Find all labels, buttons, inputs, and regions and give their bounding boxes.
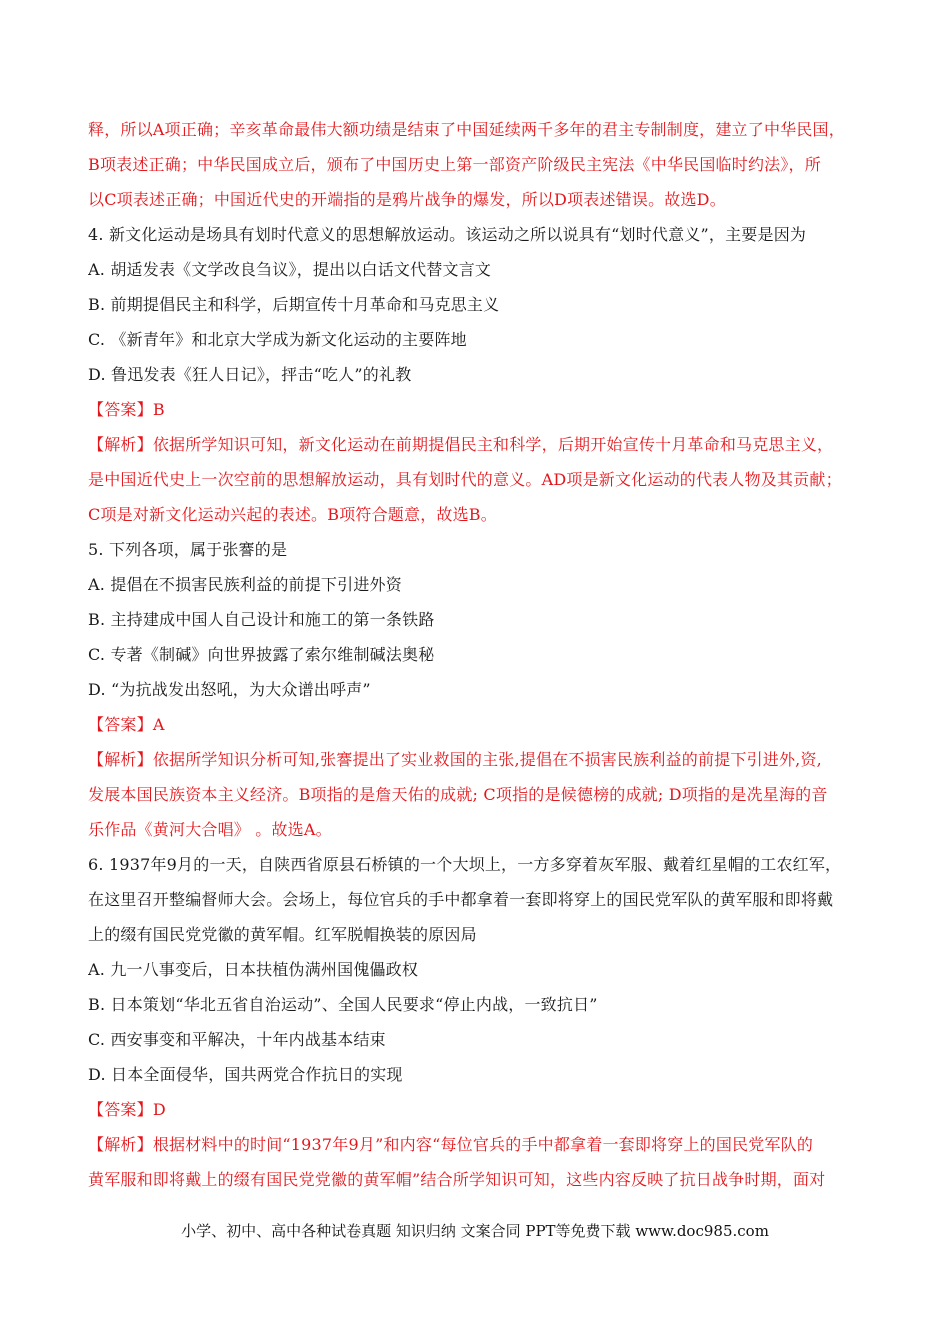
- option-b: B. 主持建成中国人自己设计和施工的第一条铁路: [88, 610, 435, 629]
- analysis-line: C项是对新文化运动兴起的表述。B项符合题意，故选B。: [88, 505, 497, 524]
- option-c: C. 西安事变和平解决，十年内战基本结束: [88, 1030, 386, 1049]
- answer-line: [88, 707, 868, 742]
- answer-label: 【答案】: [88, 1100, 153, 1119]
- analysis-line: [88, 1127, 868, 1162]
- answer-label: 【答案】: [88, 715, 153, 734]
- question-stem: 6. 1937年9月的一天，自陕西省原县石桥镇的一个大坝上，一方多穿着灰军服、戴着红星帽的工农红军，: [88, 855, 842, 874]
- option-d: D. 鲁迅发表《狂人日记》，抨击“吃人”的礼教: [88, 365, 412, 384]
- analysis-text: 依据所学知识分析可知,张謇提出了实业救国的主张,提倡在不损害民族利益的前提下引进外,资,: [152, 750, 822, 769]
- analysis-label: 【解析】: [88, 1135, 153, 1154]
- option-a: A. 九一八事变后，日本扶植伪满州国傀儡政权: [88, 960, 419, 979]
- analysis-line: [88, 427, 868, 462]
- question-stem: 5. 下列各项，属于张謇的是: [88, 540, 288, 559]
- answer-line: [88, 1092, 868, 1127]
- analysis-line: [88, 742, 868, 777]
- answer-value: D: [152, 1100, 166, 1119]
- analysis-line: 黄军服和即将戴上的缀有国民党党徽的黄军帽”结合所学知识可知，这些内容反映了抗日战争时期，面对: [88, 1170, 826, 1189]
- option-a: A. 胡适发表《文学改良刍议》，提出以白话文代替文言文: [88, 260, 492, 279]
- page-footer: 小学、初中、高中各种试卷真题 知识归纳 文案合同 PPT等免费下载 www.doc985.com: [181, 1222, 769, 1240]
- explanation-line: 以C项表述正确；中国近代史的开端指的是鸦片战争的爆发，所以D项表述错误。故选D。: [88, 190, 726, 209]
- analysis-label: 【解析】: [88, 750, 153, 769]
- question-5: [88, 532, 868, 847]
- analysis-line: 是中国近代史上一次空前的思想解放运动，具有划时代的意义。AD项是新文化运动的代表人物及其贡献；: [88, 470, 842, 489]
- option-b: B. 前期提倡民主和科学，后期宣传十月革命和马克思主义: [88, 295, 500, 314]
- option-d: D. “为抗战发出怒吼，为大众谱出呼声”: [88, 680, 371, 699]
- prev-explanation: [88, 112, 868, 217]
- answer-label: 【答案】: [88, 400, 153, 419]
- question-6: [88, 847, 868, 1197]
- option-b: B. 日本策划“华北五省自治运动”、全国人民要求“停止内战，一致抗日”: [88, 995, 598, 1014]
- question-stem: 上的缀有国民党党徽的黄军帽。红军脱帽换装的原因局: [88, 925, 477, 944]
- explanation-line: B项表述正确；中华民国成立后，颁布了中国历史上第一部资产阶级民主宪法《中华民国临时约法》，所: [88, 155, 821, 174]
- question-stem: 4. 新文化运动是场具有划时代意义的思想解放运动。该运动之所以说具有“划时代意义”，主要是因为: [88, 225, 807, 244]
- answer-line: [88, 392, 868, 427]
- analysis-label: 【解析】: [88, 435, 153, 454]
- answer-value: B: [152, 400, 165, 419]
- analysis-text: 根据材料中的时间“1937年9月”和内容“每位官兵的手中都拿着一套即将穿上的国民党军队的: [152, 1135, 814, 1154]
- analysis-text: 依据所学知识可知，新文化运动在前期提倡民主和科学，后期开始宣传十月革命和马克思主义，: [152, 435, 834, 454]
- analysis-line: 发展本国民族资本主义经济。B项指的是詹天佑的成就; C项指的是候德榜的成就; D项指的是冼星海的音: [88, 785, 828, 804]
- explanation-line: 释，所以A项正确；辛亥革命最伟大额功绩是结束了中国延续两千多年的君主专制制度，建立了中华民国，: [88, 120, 845, 139]
- question-4: [88, 217, 868, 532]
- option-c: C. 《新青年》和北京大学成为新文化运动的主要阵地: [88, 330, 467, 349]
- option-d: D. 日本全面侵华，国共两党合作抗日的实现: [88, 1065, 403, 1084]
- question-stem: 在这里召开整编督师大会。会场上，每位官兵的手中都拿着一套即将穿上的国民党军队的黄军服和即将戴: [88, 890, 834, 909]
- document-body: [88, 112, 868, 1197]
- option-a: A. 提倡在不损害民族利益的前提下引进外资: [88, 575, 402, 594]
- option-c: C. 专著《制碱》向世界披露了索尔维制碱法奥秘: [88, 645, 435, 664]
- answer-value: A: [152, 715, 165, 734]
- analysis-line: 乐作品《黄河大合唱》 。故选A。: [88, 820, 332, 839]
